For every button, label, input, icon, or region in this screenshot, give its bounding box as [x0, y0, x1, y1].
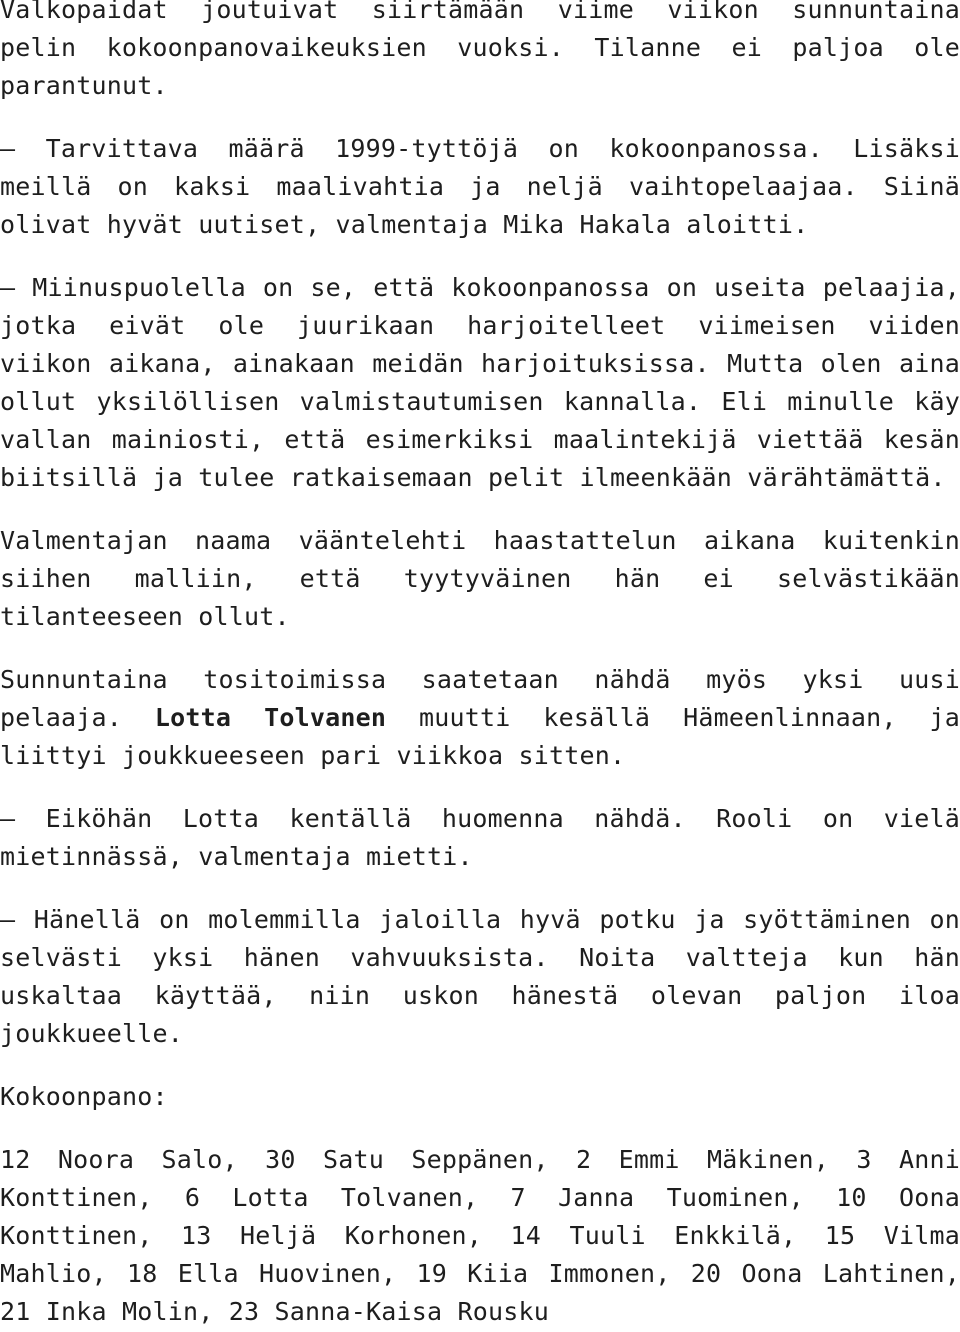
paragraph-intro: Valkopaidat joutuivat siirtämään viime viikon sunnuntaina pelin kokoonpanovaikeuksien vuoksi. Tilanne ei paljoa ole parantunut. [0, 0, 960, 100]
paragraph-quote-role: – Eiköhän Lotta kentällä huomenna nähdä. Rooli on vielä mietinnässä, valmentaja mietti. [0, 804, 960, 871]
paragraph-coach-expression: Valmentajan naama vääntelehti haastattelun aikana kuitenkin siihen malliin, että tyytyväinen hän ei selvästikään tilanteeseen ollut. [0, 526, 960, 631]
paragraph-quote-strengths: – Hänellä on molemmilla jaloilla hyvä potku ja syöttäminen on selvästi yksi hänen vahvuuksista. Noita valtteja kun hän uskaltaa käyttää, niin uskon hänestä olevan paljon iloa joukkueelle. [0, 905, 960, 1048]
paragraph-quote-roster: – Tarvittava määrä 1999-tyttöjä on kokoonpanossa. Lisäksi meillä on kaksi maalivahtia ja neljä vaihtopelaajaa. Siinä olivat hyvät uutiset, valmentaja Mika Hakala aloitti. [0, 134, 960, 239]
player-name-highlight: Lotta Tolvanen [154, 703, 387, 732]
roster-heading: Kokoonpano: [0, 1082, 168, 1111]
paragraph-quote-downside: – Miinuspuolella on se, että kokoonpanossa on useita pelaajia, jotka eivät ole juurikaan harjoitelleet viimeisen viiden viikon aikana, ainakaan meidän harjoituksissa. Mutta olen aina ollut yksilöllisen valmistautumisen kannalla. Eli minulle käy vallan mainiosti, että esimerkiksi maalintekijä viettää kesän biitsillä ja tulee ratkaisemaan pelit ilmeenkään värähtämättä. [0, 273, 960, 492]
paragraph-new-player-tail: muutti kesällä Hämeenlinnaan, ja liittyi joukkueeseen pari viikkoa sitten. [0, 703, 960, 770]
paragraph-new-player-lead: Sunnuntaina tositoimissa saatetaan nähdä myös yksi uusi pelaaja. [0, 665, 960, 732]
paragraph-new-player [0, 661, 960, 775]
roster-list: 12 Noora Salo, 30 Satu Seppänen, 2 Emmi Mäkinen, 3 Anni Konttinen, 6 Lotta Tolvanen, 7 Janna Tuominen, 10 Oona Konttinen, 13 Heljä Korhonen, 14 Tuuli Enkkilä, 15 Vilma Mahlio, 18 Ella Huovinen, 19 Kiia Immonen, 20 Oona Lahtinen, 21 Inka Molin, 23 Sanna-Kaisa Rousku [0, 1145, 960, 1326]
